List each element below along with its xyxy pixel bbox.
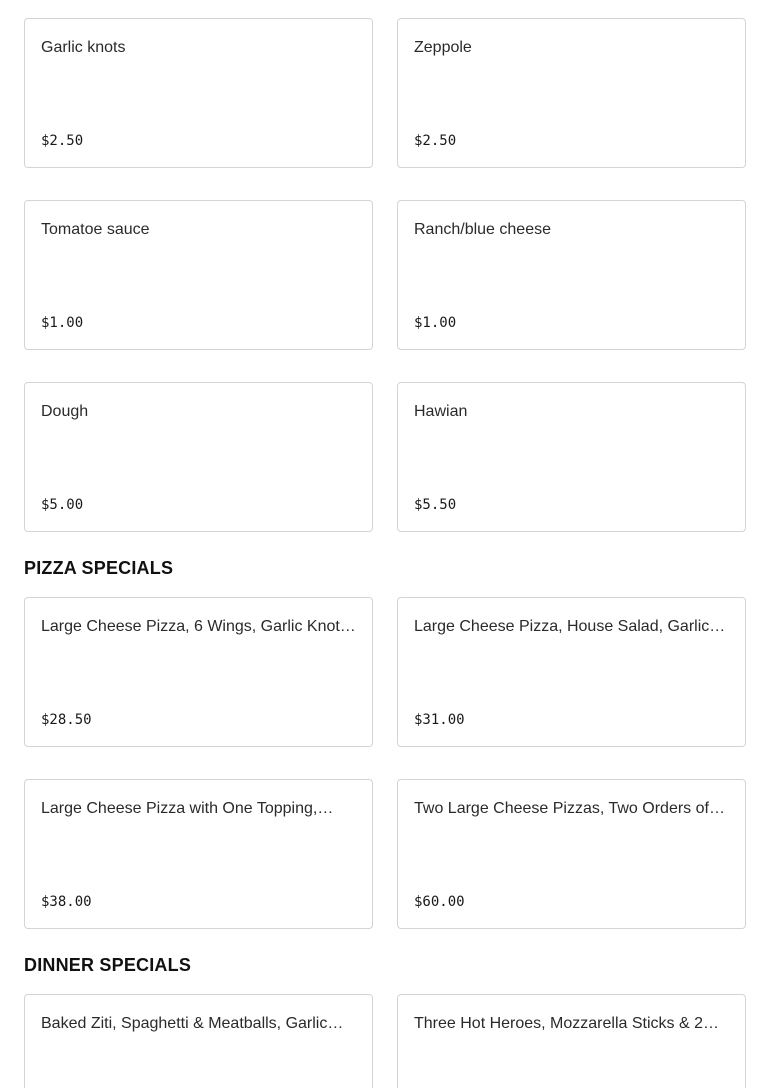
menu-item-card[interactable] <box>397 994 746 1088</box>
menu-item-card[interactable] <box>397 597 746 747</box>
section-heading: DINNER SPECIALS <box>24 955 192 975</box>
menu-item-price: $31.00 <box>414 712 465 728</box>
menu-item-card[interactable] <box>24 200 373 350</box>
menu-item-name: Three Hot Heroes, Mozzarella Sticks & 2… <box>414 1015 719 1032</box>
menu-item-name: Garlic knots <box>41 39 126 56</box>
menu-item-price: $60.00 <box>414 894 465 910</box>
menu-item-price: $5.50 <box>414 497 457 513</box>
menu-item-card[interactable] <box>397 382 746 532</box>
menu-item-grid <box>24 597 746 929</box>
menu-item-name: Zeppole <box>414 39 472 56</box>
menu-item-card[interactable] <box>24 597 373 747</box>
menu-item-grid <box>24 994 746 1088</box>
menu-item-card[interactable] <box>24 779 373 929</box>
menu-item-price: $28.50 <box>41 712 92 728</box>
menu-item-card[interactable] <box>397 200 746 350</box>
menu-item-card[interactable] <box>24 18 373 168</box>
menu-item-card[interactable] <box>397 18 746 168</box>
menu-item-card[interactable] <box>24 382 373 532</box>
menu-item-name: Large Cheese Pizza with One Topping,… <box>41 800 334 817</box>
menu-item-name: Tomatoe sauce <box>41 221 150 238</box>
menu-page <box>24 18 746 1088</box>
menu-item-price: $2.50 <box>414 133 457 149</box>
menu-item-price: $38.00 <box>41 894 92 910</box>
section-heading: PIZZA SPECIALS <box>24 558 174 578</box>
menu-section-sides <box>24 18 746 532</box>
menu-item-price: $1.00 <box>41 315 84 331</box>
menu-item-price: $1.00 <box>414 315 457 331</box>
menu-section-dinner-specials <box>24 954 746 1088</box>
menu-item-name: Baked Ziti, Spaghetti & Meatballs, Garlic… <box>41 1015 344 1032</box>
menu-item-name: Ranch/blue cheese <box>414 221 551 238</box>
menu-item-name: Large Cheese Pizza, 6 Wings, Garlic Knot… <box>41 618 356 635</box>
menu-item-name: Hawian <box>414 403 468 420</box>
menu-item-name: Dough <box>41 403 89 420</box>
menu-item-price: $5.00 <box>41 497 84 513</box>
menu-item-card[interactable] <box>397 779 746 929</box>
menu-item-grid <box>24 18 746 532</box>
menu-item-name: Two Large Cheese Pizzas, Two Orders of… <box>414 800 725 817</box>
menu-item-card[interactable] <box>24 994 373 1088</box>
menu-item-price: $2.50 <box>41 133 84 149</box>
menu-item-name: Large Cheese Pizza, House Salad, Garlic… <box>414 618 726 635</box>
menu-section-pizza-specials <box>24 557 746 929</box>
